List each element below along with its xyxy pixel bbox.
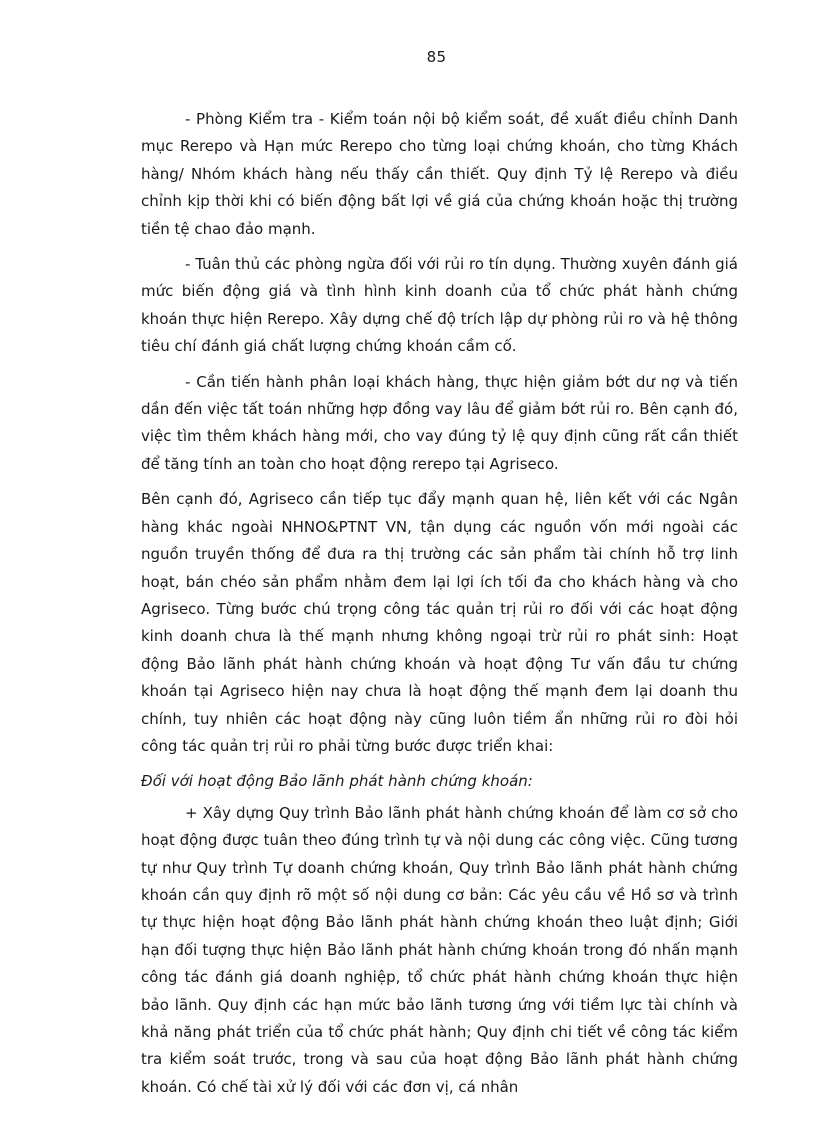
paragraph-underwriting-procedure: + Xây dựng Quy trình Bảo lãnh phát hành chứng khoán để làm cơ sở cho hoạt động được tuân theo đúng trình tự và nội dung các công việc. Cũng tương tự như Quy trình Tự doanh chứng khoán, Quy trình Bảo lãnh phát hành chứng khoán cần quy định rõ một số nội dung cơ bản: Các yêu cầu về Hồ sơ và trình tự thực hiện hoạt động Bảo lãnh phát hành chứng khoán theo luật định; Giới hạn đối tượng thực hiện Bảo lãnh phát hành chứng khoán trong đó nhấn mạnh công tác đánh giá doanh nghiệp, tổ chức phát hành chứng khoán thực hiện bảo lãnh. Quy định các hạn mức bảo lãnh tương ứng với tiềm lực tài chính và khả năng phát triển của tổ chức phát hành; Quy định chi tiết về công tác kiểm tra kiểm soát trước, trong và sau của hoạt động Bảo lãnh phát hành chứng khoán. Có chế tài xử lý đối với các đơn vị, cá nhân	[141, 803, 738, 1096]
paragraph-bank-relations: Bên cạnh đó, Agriseco cần tiếp tục đẩy mạnh quan hệ, liên kết với các Ngân hàng khác ngoài NHNO&PTNT VN, tận dụng các nguồn vốn mới ngoài các nguồn truyền thống để đưa ra thị trường các sản phẩm tài chính hỗ trợ linh hoạt, bán chéo sản phẩm nhằm đem lại lợi ích tối đa cho khách hàng và cho Agriseco. Từng bước chú trọng công tác quản trị rủi ro đối với các hoạt động kinh doanh chưa là thế mạnh nhưng không ngoại trừ rủi ro phát sinh: Hoạt động Bảo lãnh phát hành chứng khoán và hoạt động Tư vấn đầu tư chứng khoán tại Agriseco hiện nay chưa là hoạt động thế mạnh đem lại doanh thu chính, tuy nhiên các hoạt động này cũng luôn tiềm ẩn những rủi ro đòi hỏi công tác quản trị rủi ro phải từng bước được triển khai:	[141, 490, 738, 755]
page-number: 85	[426, 48, 447, 66]
paragraph-customer-classification: - Cần tiến hành phân loại khách hàng, thực hiện giảm bớt dư nợ và tiến dần đến việc tất toán những hợp đồng vay lâu để giảm bớt rủi ro. Bên cạnh đó, việc tìm thêm khách hàng mới, cho vay đúng tỷ lệ quy định cũng rất cần thiết để tăng tính an toàn cho hoạt động rerepo tại Agriseco.	[141, 372, 738, 473]
paragraph-credit-risk: - Tuân thủ các phòng ngừa đối với rủi ro tín dụng. Thường xuyên đánh giá mức biến động giá và tình hình kinh doanh của tổ chức phát hành chứng khoán thực hiện Rerepo. Xây dựng chế độ trích lập dự phòng rủi ro và hệ thông tiêu chí đánh giá chất lượng chứng khoán cầm cố.	[141, 255, 738, 356]
paragraph-internal-audit: - Phòng Kiểm tra - Kiểm toán nội bộ kiểm soát, đề xuất điều chỉnh Danh mục Rerepo và Hạn mức Rerepo cho từng loại chứng khoán, cho từng Khách hàng/ Nhóm khách hàng nếu thấy cần thiết. Quy định Tỷ lệ Rerepo và điều chỉnh kịp thời khi có biến động bất lợi về giá của chứng khoán hoặc thị trường tiền tệ chao đảo mạnh.	[141, 110, 738, 238]
section-heading-underwriting: Đối với hoạt động Bảo lãnh phát hành chứng khoán:	[141, 772, 533, 791]
document-body	[141, 106, 738, 1109]
